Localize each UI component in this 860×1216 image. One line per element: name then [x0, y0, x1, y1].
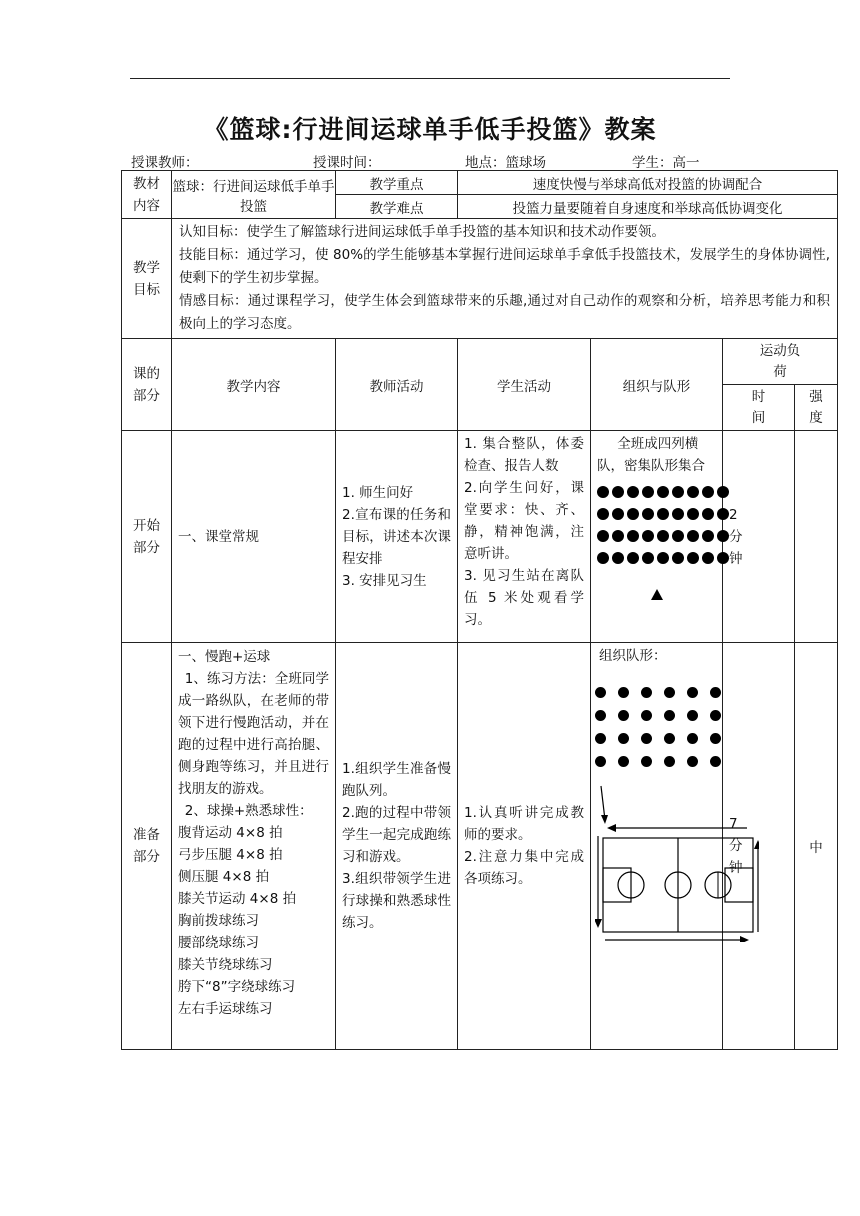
goal-skill: 技能目标：通过学习，使 80%的学生能够基本掌握行进间运球单手拿低手投篮技术，发展学生的身体协调性,使剩下的学生初步掌握。	[179, 247, 831, 286]
material-label: 教材 内容	[122, 171, 172, 219]
header-time: 时 间	[723, 385, 795, 431]
goal-cognitive: 认知目标：使学生了解篮球行进间运球低手单手投篮的基本知识和技术动作要领。	[179, 224, 665, 240]
header-teacher: 教师活动	[336, 339, 458, 431]
header-rule	[130, 78, 730, 79]
row-prep-org: 组织队形：	[591, 643, 723, 1050]
lesson-plan-table	[121, 170, 838, 1050]
row-prep-intensity: 中	[795, 643, 838, 1050]
key-point-label: 教学重点	[336, 171, 458, 195]
teacher-marker-icon	[597, 571, 717, 607]
header-content: 教学内容	[172, 339, 336, 431]
row-prep-time: 7 分 钟	[723, 643, 795, 1050]
key-point-value: 速度快慢与举球高低对投篮的协调配合	[458, 171, 838, 195]
row-start-student: 1. 集合整队，体委检查、报告人数 2.向学生问好，课堂要求：快、齐、静，精神饱满，注意听讲。 3. 见习生站在离队伍 5 米处观看学习。	[458, 431, 591, 643]
info-teacher: 授课教师：	[131, 155, 199, 171]
header-part: 课的 部分	[122, 339, 172, 431]
row-prep-teacher: 1.组织学生准备慢跑队列。 2.跑的过程中带领学生一起完成跑练习和游戏。 3.组织带领学生进行球操和熟悉球性练习。	[336, 643, 458, 1050]
row-start-org: 全班成四列横队，密集队形集合	[591, 431, 723, 643]
difficulty-value: 投篮力量要随着自身速度和举球高低协调变化	[458, 195, 838, 219]
difficulty-label: 教学难点	[336, 195, 458, 219]
row-prep-part: 准备 部分	[122, 643, 172, 1050]
row-start-teacher: 1. 师生问好 2.宣布课的任务和目标，讲述本次课程安排 3. 安排见习生	[336, 431, 458, 643]
row-start-intensity	[795, 431, 838, 643]
formation-grid	[595, 686, 725, 778]
header-intensity: 强 度	[795, 385, 838, 431]
row-prep-student: 1.认真听讲完成教师的要求。 2.注意力集中完成各项练习。	[458, 643, 591, 1050]
header-student: 学生活动	[458, 339, 591, 431]
row-start-content: 一、课堂常规	[172, 431, 336, 643]
document-title: 《篮球:行进间运球单手低手投篮》教案	[203, 115, 657, 144]
header-org: 组织与队形	[591, 339, 723, 431]
info-time: 授课时间：	[313, 155, 381, 171]
goals-cell	[172, 219, 838, 339]
header-load: 运动负 荷	[723, 339, 838, 385]
info-place: 地点：篮球场	[465, 155, 546, 171]
row-prep-content: 一、慢跑+运球 1、练习方法：全班同学成一路纵队，在老师的带领下进行慢跑活动，并在跑的过程中进行高抬腿、侧身跑等练习，并且进行找朋友的游戏。 2、球操+熟悉球性： 腹背运动 4×8 拍 弓步压腿 4×8 拍 侧压腿 4×8 拍 膝关节运动 4×8 拍 胸前拨球练习 腰部绕球练习 膝关节绕球练习 胯下“8”字绕球练习 左右手运球练习	[172, 643, 336, 1050]
goal-emotional: 情感目标：通过课程学习，使学生体会到篮球带来的乐趣,通过对自己动作的观察和分析，培养思考能力和积极向上的学习态度。	[179, 293, 831, 332]
material-content: 篮球：行进间运球低手单手投篮	[172, 171, 336, 219]
formation-dense	[597, 483, 733, 571]
info-students: 学生：高一	[632, 155, 700, 171]
row-start-part: 开始 部分	[122, 431, 172, 643]
row-start-time: 2 分 钟	[723, 431, 795, 643]
goal-label: 教学 目标	[122, 219, 172, 339]
